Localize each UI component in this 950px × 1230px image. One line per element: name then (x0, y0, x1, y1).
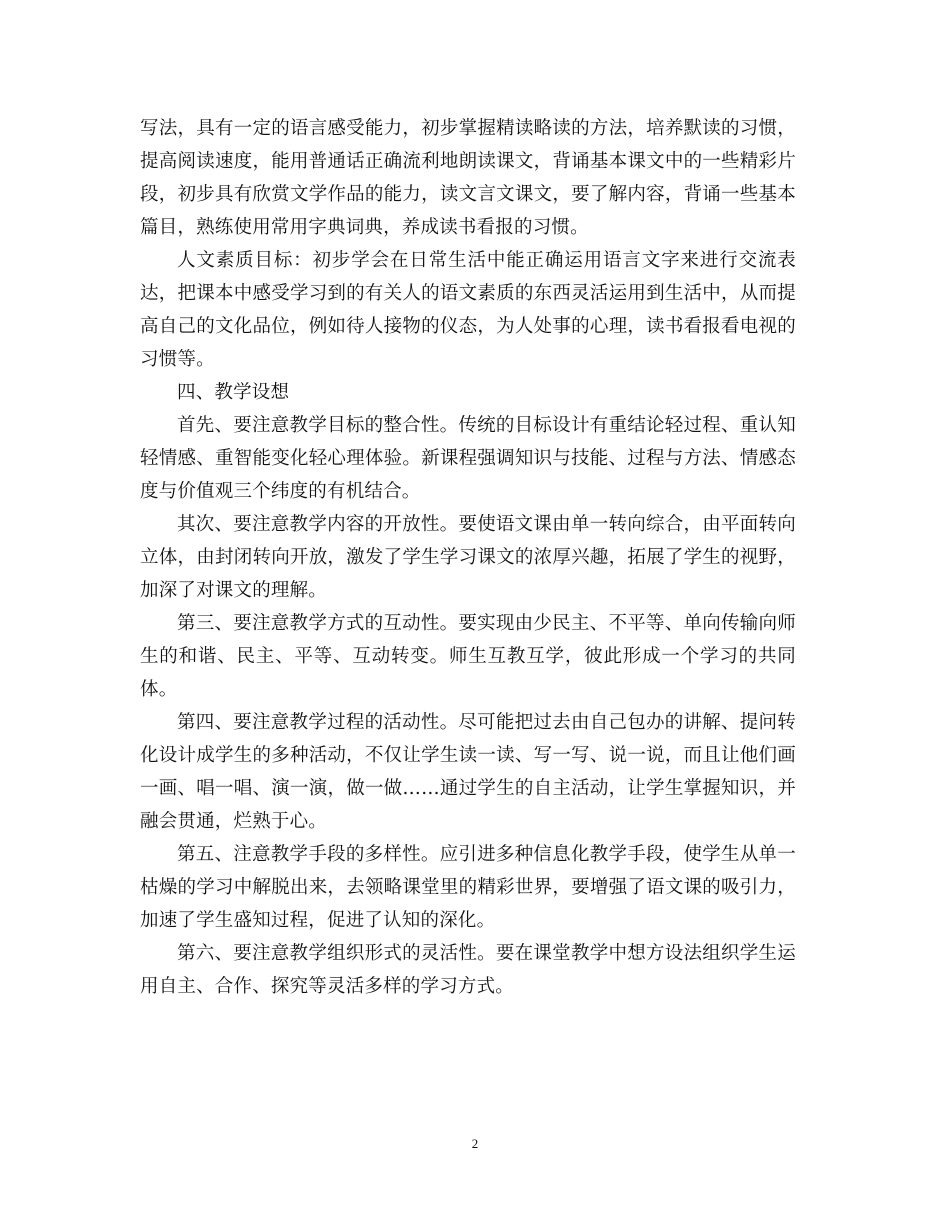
section-heading-teaching-ideas: 四、教学设想 (177, 382, 290, 403)
paragraph-sixth-point: 第六、要注意教学组织形式的灵活性。要在课堂教学中想方设法组织学生运用自主、合作、探究等灵活多样的学习方式。 (140, 943, 796, 997)
paragraph-first-point: 首先、要注意教学目标的整合性。传统的目标设计有重结论轻过程、重认知轻情感、重智能变化轻心理体验。新课程强调知识与技能、过程与方法、情感态度与价值观三个纬度的有机结合。 (140, 415, 796, 502)
paragraph-reading-goals-continued: 写法，具有一定的语言感受能力，初步掌握精读略读的方法，培养默读的习惯，提高阅读速度，能用普通话正确流利地朗读课文，背诵基本课文中的一些精彩片段，初步具有欣赏文学作品的能力，读文言文课文，要了解内容，背诵一些基本篇目，熟练使用常用字典词典，养成读书看报的习惯。 (140, 118, 796, 238)
paragraph-second-point: 其次、要注意教学内容的开放性。要使语文课由单一转向综合，由平面转向立体，由封闭转向开放，激发了学生学习课文的浓厚兴趣，拓展了学生的视野，加深了对课文的理解。 (140, 514, 796, 601)
paragraph-fifth-point: 第五、注意教学手段的多样性。应引进多种信息化教学手段，使学生从单一枯燥的学习中解脱出来，去领略课堂里的精彩世界，要增强了语文课的吸引力，加速了学生盛知过程，促进了认知的深化。 (140, 844, 796, 931)
page-number: 2 (471, 1136, 479, 1151)
paragraph-third-point: 第三、要注意教学方式的互动性。要实现由少民主、不平等、单向传输向师生的和谐、民主、平等、互动转变。师生互教互学，彼此形成一个学习的共同体。 (140, 613, 796, 700)
paragraph-fourth-point: 第四、要注意教学过程的活动性。尽可能把过去由自己包办的讲解、提问转化设计成学生的多种活动，不仅让学生读一读、写一写、说一说，而且让他们画一画、唱一唱、演一演，做一做……通过学生的自主活动，让学生掌握知识，并融会贯通，烂熟于心。 (140, 712, 796, 832)
paragraph-humanities-goals: 人文素质目标：初步学会在日常生活中能正确运用语言文字来进行交流表达，把课本中感受学习到的有关人的语文素质的东西灵活运用到生活中，从而提高自己的文化品位，例如待人接物的仪态，为人处事的心理，读书看报看电视的习惯等。 (140, 250, 796, 370)
document-body (140, 112, 796, 1003)
